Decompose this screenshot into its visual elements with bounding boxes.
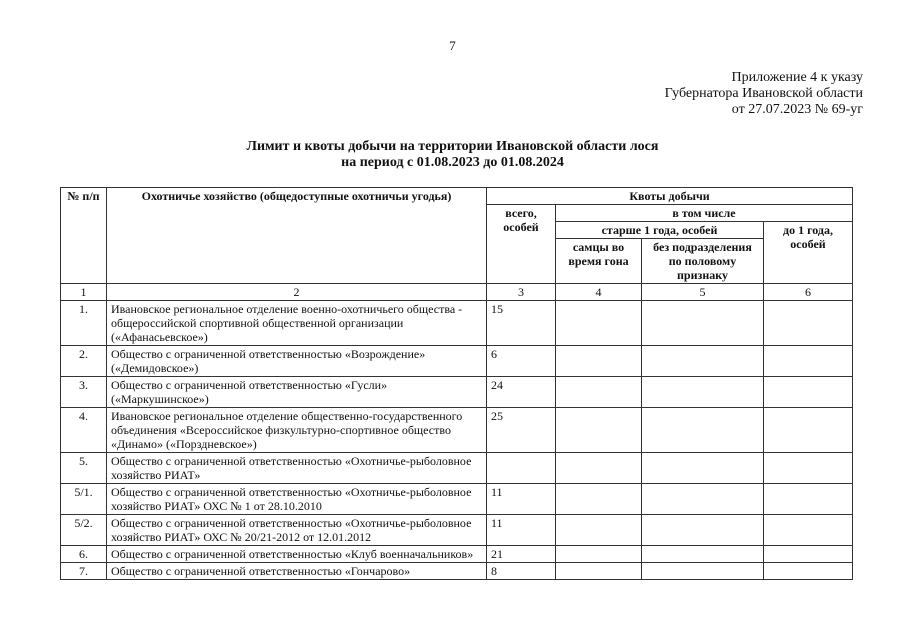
row-males xyxy=(556,515,642,546)
header-under-1-year: до 1 года, особей xyxy=(764,222,853,284)
row-number: 5/2. xyxy=(61,515,107,546)
row-farm-name: Ивановское региональное отделение общественно-государственного объединения «Всероссийское физкультурно-спортивное общество «Динамо» («Порздневское») xyxy=(107,408,487,453)
row-farm-name: Общество с ограниченной ответственностью «Возрождение» («Демидовское») xyxy=(107,346,487,377)
row-under1 xyxy=(764,346,853,377)
row-farm-name: Общество с ограниченной ответственностью «Клуб военначальников» xyxy=(107,546,487,563)
row-nosex xyxy=(642,563,764,580)
table-row xyxy=(61,453,853,484)
row-total: 8 xyxy=(487,563,556,580)
row-males xyxy=(556,408,642,453)
header-males-rut: самцы во время гона xyxy=(556,239,642,284)
page-number: 7 xyxy=(449,38,456,53)
header-quotas: Квоты добычи xyxy=(487,188,853,205)
row-under1 xyxy=(764,408,853,453)
header-hunting-farm: Охотничье хозяйство (общедоступные охотничьи угодья) xyxy=(107,188,487,284)
table-row xyxy=(61,408,853,453)
appendix-line-2: Губернатора Ивановской области xyxy=(664,86,863,101)
row-males xyxy=(556,346,642,377)
row-nosex xyxy=(642,453,764,484)
row-under1 xyxy=(764,301,853,346)
title-line-1: Лимит и квоты добычи на территории Ивановской области лося xyxy=(246,139,659,154)
row-farm-name: Общество с ограниченной ответственностью «Охотничье-рыболовное хозяйство РИАТ» ОХС № 20/21-2012 от 12.01.2012 xyxy=(107,515,487,546)
row-number: 7. xyxy=(61,563,107,580)
table-row xyxy=(61,301,853,346)
table-row xyxy=(61,484,853,515)
table-row xyxy=(61,515,853,546)
column-number-row xyxy=(61,284,853,301)
row-number: 6. xyxy=(61,546,107,563)
row-males xyxy=(556,301,642,346)
row-total: 6 xyxy=(487,346,556,377)
row-nosex xyxy=(642,408,764,453)
header-total: всего, особей xyxy=(487,205,556,284)
header-older-than-1-year: старше 1 года, особей xyxy=(556,222,764,239)
row-total: 24 xyxy=(487,377,556,408)
row-farm-name: Общество с ограниченной ответственностью «Гончарово» xyxy=(107,563,487,580)
header-including: в том числе xyxy=(556,205,853,222)
row-farm-name: Общество с ограниченной ответственностью «Охотничье-рыболовное хозяйство РИАТ» xyxy=(107,453,487,484)
row-males xyxy=(556,453,642,484)
column-number: 4 xyxy=(556,284,642,301)
row-farm-name: Общество с ограниченной ответственностью «Гусли» («Маркушинское») xyxy=(107,377,487,408)
row-males xyxy=(556,563,642,580)
column-number: 5 xyxy=(642,284,764,301)
row-under1 xyxy=(764,453,853,484)
row-nosex xyxy=(642,301,764,346)
row-total: 15 xyxy=(487,301,556,346)
row-males xyxy=(556,377,642,408)
quota-table xyxy=(60,187,853,580)
table-row xyxy=(61,346,853,377)
row-nosex xyxy=(642,484,764,515)
row-males xyxy=(556,484,642,515)
table-row xyxy=(61,377,853,408)
row-nosex xyxy=(642,515,764,546)
row-under1 xyxy=(764,484,853,515)
row-total: 21 xyxy=(487,546,556,563)
row-under1 xyxy=(764,515,853,546)
row-farm-name: Ивановское региональное отделение военно-охотничьего общества - общероссийской спортивной общественной организации («Афанасьевское») xyxy=(107,301,487,346)
row-nosex xyxy=(642,377,764,408)
row-males xyxy=(556,546,642,563)
row-total: 11 xyxy=(487,515,556,546)
row-under1 xyxy=(764,377,853,408)
row-number: 3. xyxy=(61,377,107,408)
document-title xyxy=(0,139,905,171)
title-line-2: на период с 01.08.2023 до 01.08.2024 xyxy=(341,155,564,170)
column-number: 1 xyxy=(61,284,107,301)
row-total xyxy=(487,453,556,484)
column-number: 6 xyxy=(764,284,853,301)
appendix-line-3: от 27.07.2023 № 69-уг xyxy=(731,102,863,117)
appendix-line-1: Приложение 4 к указу xyxy=(731,70,863,85)
row-total: 11 xyxy=(487,484,556,515)
header-no-sex-division: без подразделения по половому признаку xyxy=(642,239,764,284)
row-number: 4. xyxy=(61,408,107,453)
row-under1 xyxy=(764,546,853,563)
table-row xyxy=(61,546,853,563)
row-nosex xyxy=(642,346,764,377)
row-number: 5. xyxy=(61,453,107,484)
row-total: 25 xyxy=(487,408,556,453)
column-number: 3 xyxy=(487,284,556,301)
appendix-header xyxy=(665,70,863,118)
header-number: № п/п xyxy=(61,188,107,284)
row-number: 1. xyxy=(61,301,107,346)
row-farm-name: Общество с ограниченной ответственностью «Охотничье-рыболовное хозяйство РИАТ» ОХС № 1 от 28.10.2010 xyxy=(107,484,487,515)
column-number: 2 xyxy=(107,284,487,301)
row-nosex xyxy=(642,546,764,563)
row-under1 xyxy=(764,563,853,580)
table-row xyxy=(61,563,853,580)
row-number: 2. xyxy=(61,346,107,377)
row-number: 5/1. xyxy=(61,484,107,515)
